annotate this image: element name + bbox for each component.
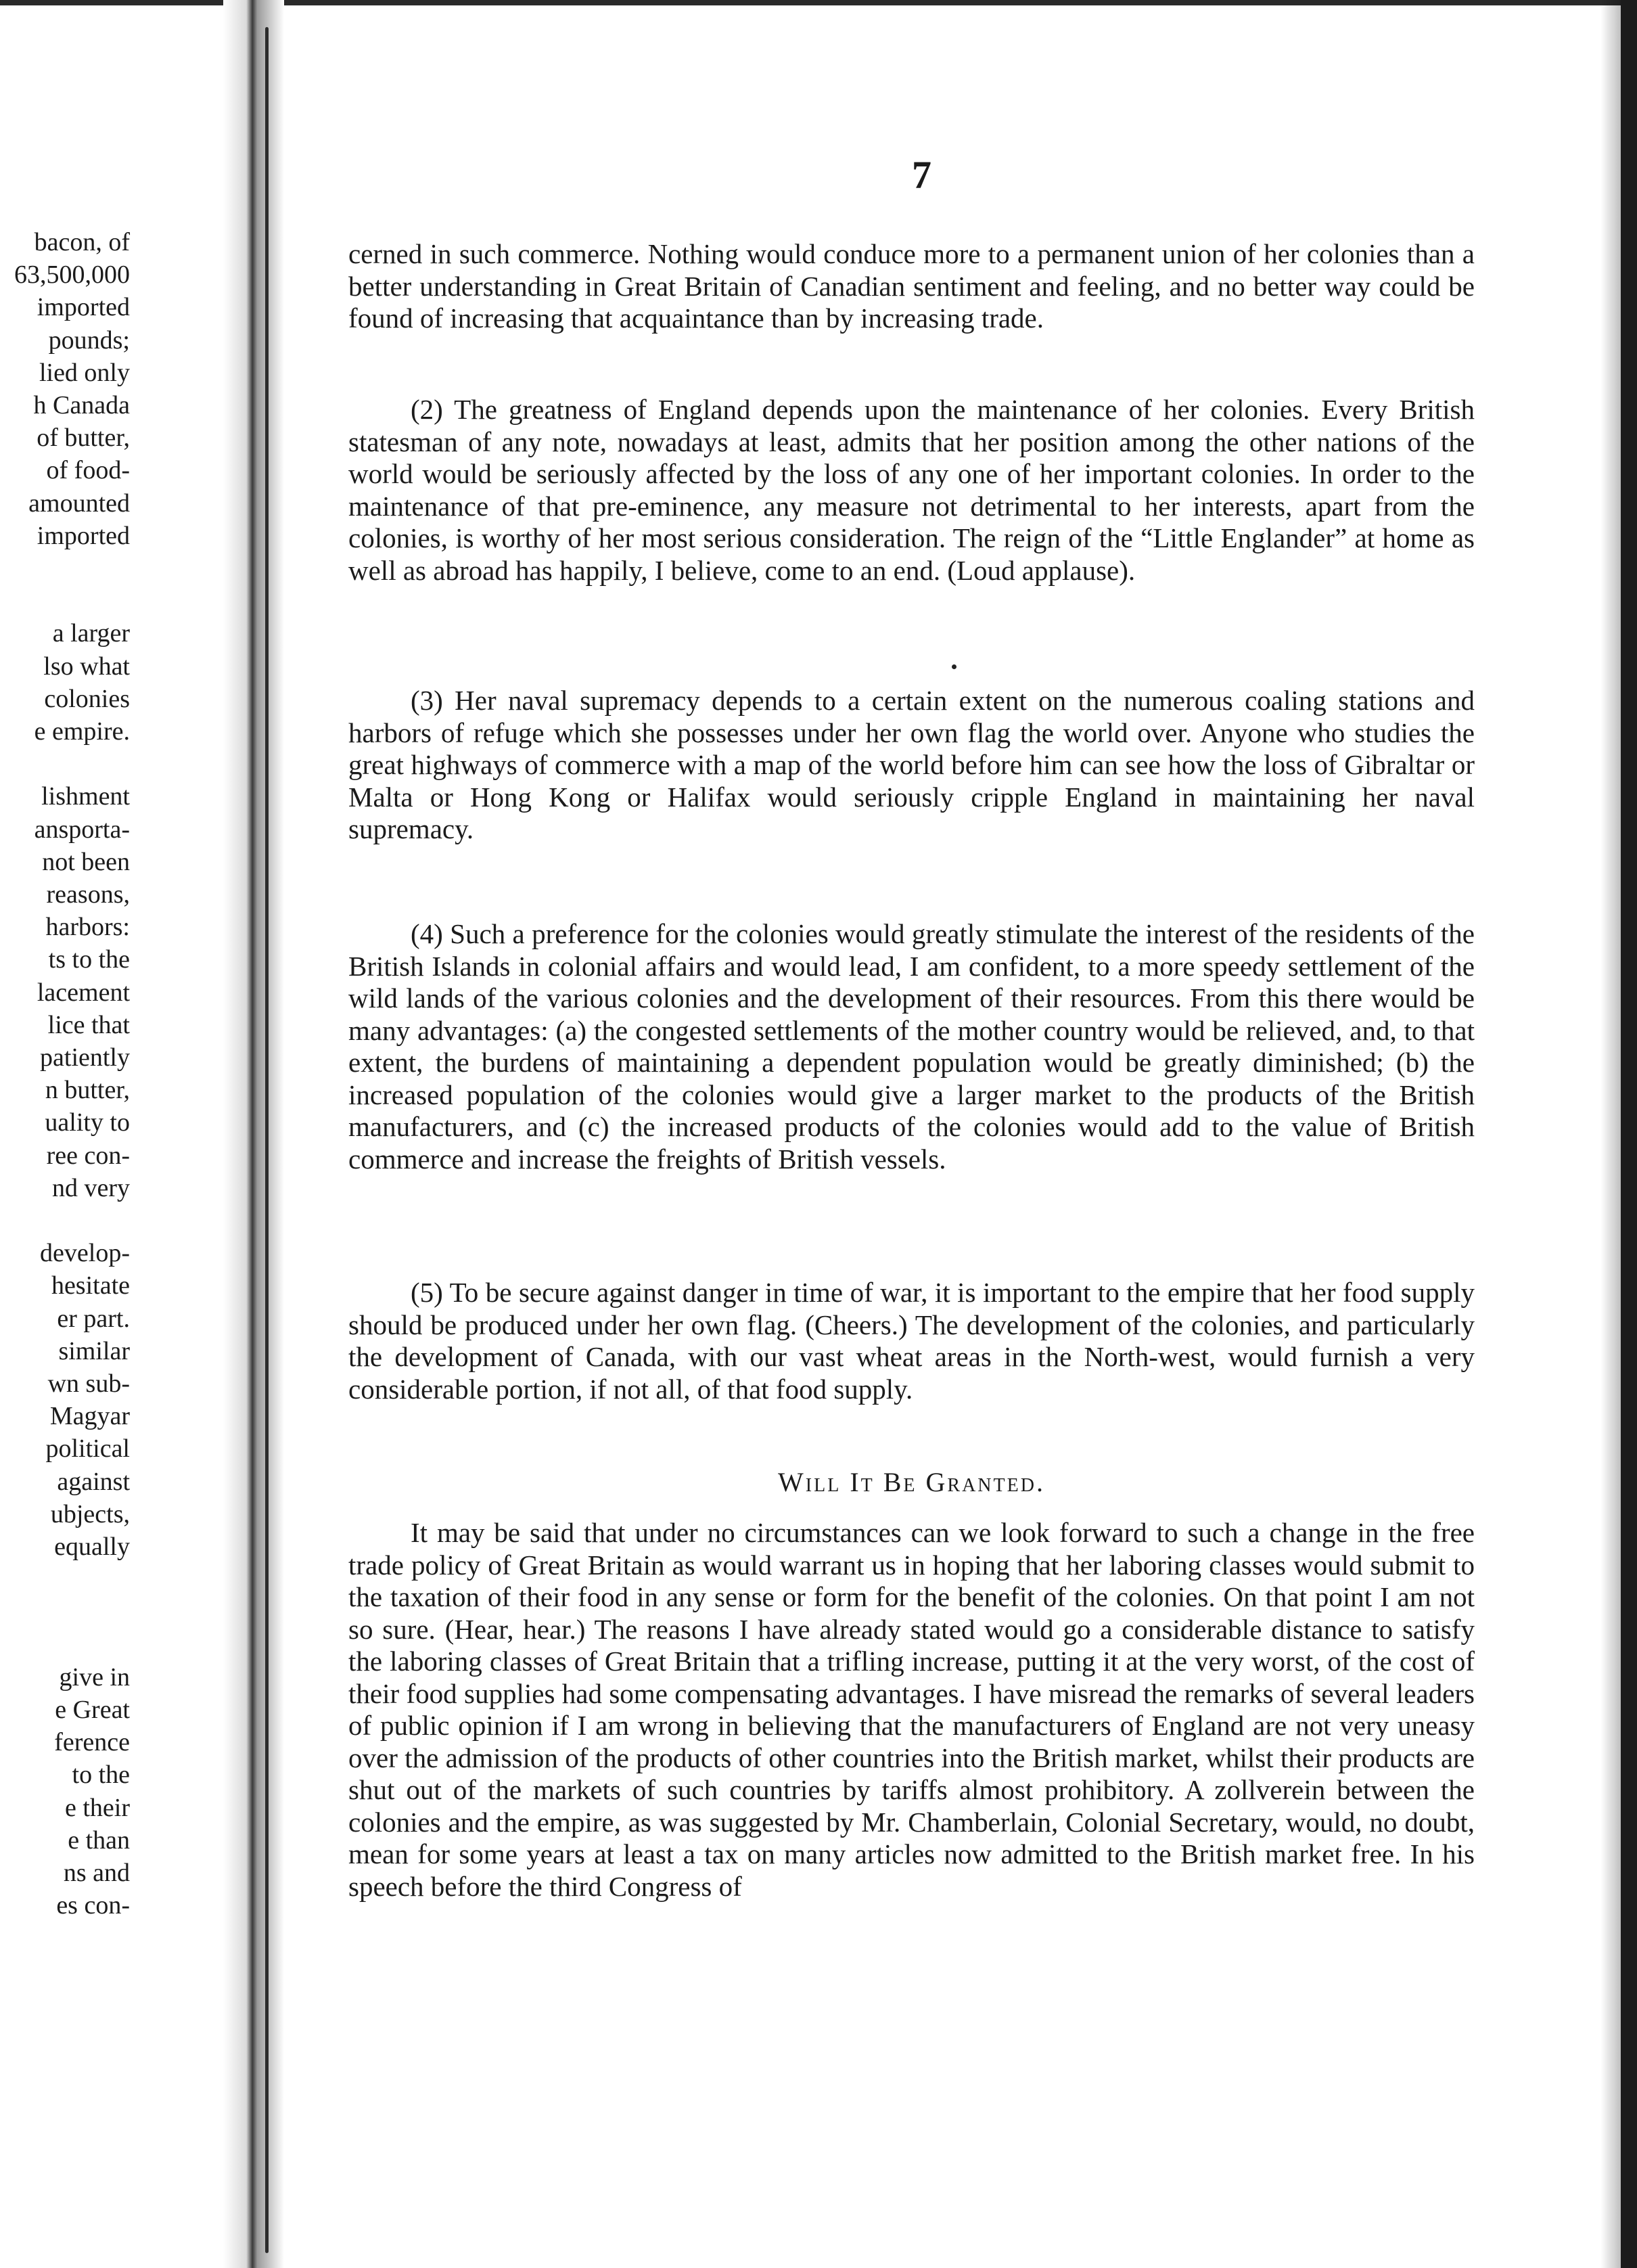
left-fragment-line: imported — [37, 293, 130, 322]
left-fragment-line: equally — [54, 1533, 130, 1561]
left-fragment-line: develop- — [40, 1239, 130, 1268]
left-fragment-line: h Canada — [33, 391, 130, 419]
left-fragment-line: imported — [37, 521, 130, 550]
left-fragment-line: of food- — [46, 456, 130, 485]
left-fragment-line: e their — [64, 1793, 130, 1822]
left-page-fragment — [0, 0, 135, 2268]
paragraph-point-5: (5) To be secure against danger in time of war, it is important to the empire that her food supply should be produced under her own flag. (Cheers.) The development of the colonies, and particularly the development of Canada, with our vast wheat areas in the North-west, would furnish a very considerable portion, if not all, of that food supply. — [348, 1277, 1475, 1405]
left-fragment-line: ts to the — [48, 945, 130, 974]
left-fragment-line: to the — [72, 1761, 130, 1790]
left-fragment-line: similar — [58, 1336, 130, 1365]
left-fragment-line: bacon, of — [34, 228, 130, 256]
left-fragment-line: political — [45, 1434, 130, 1464]
left-fragment-line: lishment — [41, 782, 130, 811]
left-fragment-line: uality to — [45, 1108, 130, 1137]
left-fragment-line: nd very — [51, 1173, 130, 1202]
left-fragment-line: wn sub- — [47, 1369, 130, 1398]
left-fragment-line: er part. — [57, 1304, 130, 1333]
left-fragment-line: ference — [54, 1728, 130, 1757]
left-fragment-line: ree con- — [46, 1141, 130, 1170]
paragraph-will-it-be-granted: It may be said that under no circumstances can we look forward to such a change in the free trade policy of Great Britain as would warrant us in hoping that her laboring classes would submit to the taxation of their food in any sense or form for the benefit of the colonies. On that point I am not so sure. (Hear, hear.) The reasons I have already stated would go a considerable distance to satisfy the laboring classes of Great Britain that a trifling increase, putting it at the very worst, of the cost of their food supplies had some compensating advantages. I have misread the remarks of several leaders of public opinion if I am wrong in believing that the manufacturers of England are not very uneasy over the admission of the products of other countries into the British market, whilst their products are shut out of the markets of such countries by tariffs almost prohibitory. A zollverein between the colonies and the empire, as was suggested by Mr. Chamberlain, Colonial Secretary, would, no doubt, mean for some years at least a tax on many articles now admitted to the British market free. In his speech before the third Congress of — [348, 1517, 1475, 1902]
left-fragment-line: patiently — [40, 1043, 130, 1072]
left-fragment-line: lied only — [39, 358, 130, 387]
left-fragment-line: hesitate — [51, 1271, 130, 1300]
left-fragment-line: ns and — [63, 1859, 130, 1887]
scan-edge-right — [1621, 0, 1637, 2268]
left-fragment-line: against — [57, 1467, 130, 1496]
left-fragment-line: 63,500,000 — [14, 260, 130, 290]
left-fragment-line: Magyar — [49, 1402, 130, 1431]
left-fragment-line: colonies — [44, 684, 130, 713]
section-heading: Will It Be Granted. — [778, 1467, 1045, 1497]
left-fragment-line: e Great — [55, 1696, 130, 1724]
left-fragment-line: e than — [68, 1825, 130, 1855]
paragraph-point-4: (4) Such a preference for the colonies would greatly stimulate the interest of the residents of the British Islands in colonial affairs and would lead, I am confident, to a more speedy settlement of the wild lands of the various colonies and the development of their resources. From this there would be many advantages: (a) the congested settlements of the mother country would be relieved, and, to that extent, the burdens of maintaining a dependent population would be greatly diminished; (b) the increased population of the colonies would give a larger market to the products of the British manufacturers, and (c) the increased products of the colonies would add to the value of British commerce and increase the freights of British vessels. — [348, 918, 1475, 1175]
left-fragment-line: a larger — [52, 619, 130, 648]
left-fragment-line: not been — [42, 847, 130, 876]
left-fragment-line: harbors: — [45, 913, 130, 942]
left-fragment-line: ansporta- — [34, 815, 130, 844]
left-fragment-line: es con- — [56, 1891, 130, 1920]
left-fragment-line: lice that — [47, 1010, 130, 1039]
paragraph-point-2: (2) The greatness of England depends upon the maintenance of her colonies. Every British statesman of any note, nowadays at least, admits that her position among the other nations of the world would be seriously affected by the loss of any one of her important colonies. In order to the maintenance of that pre-eminence, any measure not detrimental to her interests, apart from the colonies, is worthy of her most serious consideration. The reign of the “Little Englander” at home as well as abroad has happily, I believe, come to an end. (Loud applause). — [348, 394, 1475, 586]
left-fragment-line: lso what — [43, 652, 130, 681]
paragraph-point-3: (3) Her naval supremacy depends to a certain extent on the numerous coaling stations and harbors of refuge which she possesses under her own flag the world over. Anyone who studies the great highways of commerce with a map of the world before him can see how the loss of Gibraltar or Malta or Hong Kong or Halifax would seriously cripple England in maintaining her naval supremacy. — [348, 685, 1475, 844]
left-fragment-line: of butter, — [37, 424, 130, 453]
gutter-fold-line — [265, 27, 269, 2253]
page-gutter — [223, 0, 284, 2268]
left-fragment-line: pounds; — [48, 325, 130, 355]
left-fragment-line: amounted — [28, 489, 130, 518]
stray-mark — [952, 664, 956, 669]
left-fragment-line: give in — [59, 1662, 130, 1692]
left-fragment-line: ubjects, — [50, 1499, 130, 1528]
scan-edge-shadow — [1600, 0, 1621, 2268]
left-fragment-line: lacement — [37, 978, 130, 1007]
page-number: 7 — [912, 153, 931, 197]
left-fragment-line: n butter, — [45, 1076, 130, 1105]
left-fragment-line: e empire. — [34, 717, 130, 746]
left-fragment-line: reasons, — [46, 880, 130, 909]
paragraph-continued: cerned in such commerce. Nothing would conduce more to a permanent union of her colonies than a better understanding in Great Britain of Canadian sentiment and feeling, and no better way could be found of increasing that acquaintance than by increasing trade. — [348, 238, 1475, 334]
